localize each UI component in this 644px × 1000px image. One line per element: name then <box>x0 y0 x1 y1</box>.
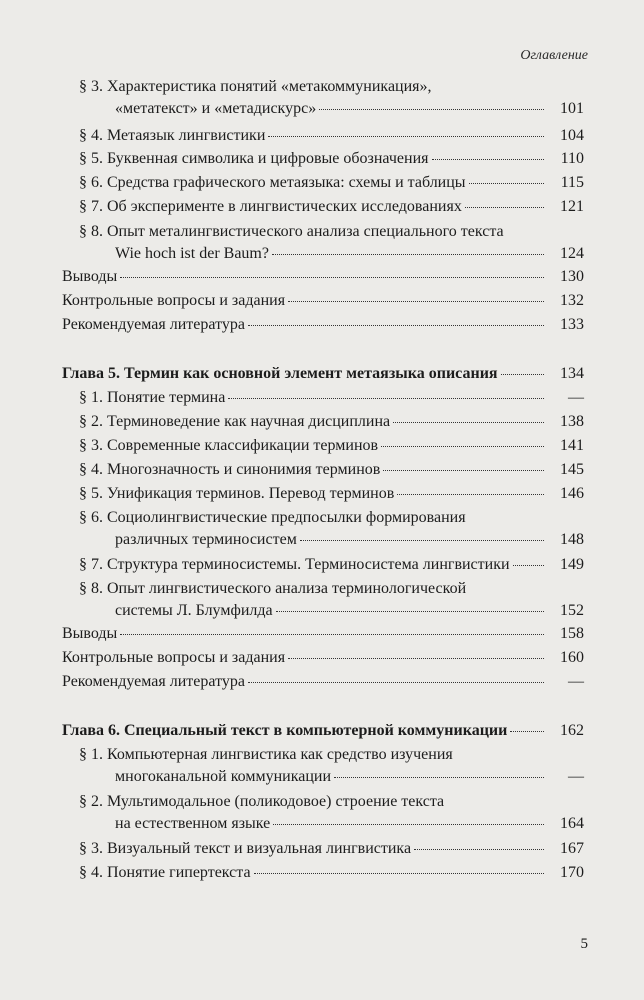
leader-dots <box>288 300 544 302</box>
entry-page-number: 130 <box>560 268 584 285</box>
entry-title: Контрольные вопросы и задания <box>62 292 286 309</box>
page-number: 5 <box>580 936 588 952</box>
leader-dots <box>120 633 544 635</box>
entry-page-number: 148 <box>560 531 584 548</box>
toc-entry <box>62 647 584 669</box>
entry-page-number: 149 <box>560 556 584 573</box>
leader-dots <box>120 276 544 278</box>
entry-title: системы Л. Блумфилда <box>115 602 273 619</box>
entry-title: § 7. Об эксперименте в лингвистических исследованиях <box>79 198 462 215</box>
toc-entry <box>62 459 584 481</box>
entry-title: Выводы <box>62 268 118 285</box>
entry-page-number: 101 <box>560 100 584 117</box>
entry-title: многоканальной коммуникации <box>115 768 332 785</box>
entry-title: § 1. Понятие термина <box>79 389 226 406</box>
entry-title: Рекомендуемая литература <box>62 316 245 333</box>
entry-title: § 5. Буквенная символика и цифровые обозначения <box>79 150 429 167</box>
toc-entry <box>62 387 584 409</box>
leader-dots <box>300 539 544 541</box>
toc-entry <box>62 266 584 288</box>
leader-dots <box>248 324 544 326</box>
entry-page-number: 134 <box>560 365 584 382</box>
entry-title: Глава 6. Специальный текст в компьютерной коммуникации <box>62 722 508 739</box>
entry-title: различных терминосистем <box>115 531 297 548</box>
leader-dots <box>319 108 544 110</box>
toc-entry <box>62 435 584 457</box>
entry-title-line1: § 1. Компьютерная лингвистика как средство изучения <box>79 746 453 763</box>
leader-dots <box>469 182 544 184</box>
entry-page-number: 145 <box>560 461 584 478</box>
leader-dots <box>268 135 544 137</box>
leader-dots <box>513 564 544 566</box>
toc-entry <box>62 483 584 505</box>
entry-page-number: 104 <box>560 127 584 144</box>
entry-page-number: 121 <box>560 198 584 215</box>
entry-title: Рекомендуемая литература <box>62 673 245 690</box>
leader-dots <box>273 823 544 825</box>
entry-title: Выводы <box>62 625 118 642</box>
entry-title-line1: § 2. Мультимодальное (поликодовое) строение текста <box>79 793 445 810</box>
entry-page-number: 124 <box>560 245 584 262</box>
entry-page-number: — <box>568 389 584 406</box>
entry-page-number: 160 <box>560 649 584 666</box>
running-head: Оглавление <box>520 48 588 63</box>
entry-title: Глава 5. Термин как основной элемент метаязыка описания <box>62 365 498 382</box>
entry-page-number: 158 <box>560 625 584 642</box>
entry-page-number: 141 <box>560 437 584 454</box>
toc-entry <box>62 411 584 433</box>
entry-title-line1: § 3. Характеристика понятий «метакоммуникация», <box>79 78 432 95</box>
leader-dots <box>501 373 544 375</box>
leader-dots <box>272 253 544 255</box>
leader-dots <box>334 776 544 778</box>
toc-entry <box>62 221 584 265</box>
toc-entry <box>62 554 584 576</box>
entry-page-number: 162 <box>560 722 584 739</box>
leader-dots <box>248 681 544 683</box>
entry-page-number: 170 <box>560 864 584 881</box>
entry-page-number: 115 <box>560 174 584 191</box>
entry-title: § 4. Метаязык лингвистики <box>79 127 266 144</box>
toc-entry <box>62 623 584 645</box>
entry-title: § 5. Унификация терминов. Перевод терминов <box>79 485 395 502</box>
entry-page-number: 152 <box>560 602 584 619</box>
leader-dots <box>510 730 544 732</box>
toc-entry <box>62 671 584 693</box>
leader-dots <box>276 610 544 612</box>
entry-title-line1: § 8. Опыт лингвистического анализа терминологической <box>79 580 467 597</box>
entry-title: § 4. Многозначность и синонимия терминов <box>79 461 381 478</box>
chapter-entry <box>62 363 584 385</box>
entry-title: § 2. Терминоведение как научная дисциплина <box>79 413 391 430</box>
entry-title: «метатекст» и «метадискурс» <box>115 100 317 117</box>
entry-page-number: 132 <box>560 292 584 309</box>
toc-entry <box>62 125 584 147</box>
entry-page-number: 133 <box>560 316 584 333</box>
entry-title: Wie hoch ist der Baum? <box>115 245 269 262</box>
leader-dots <box>393 421 544 423</box>
entry-page-number: — <box>568 673 584 690</box>
leader-dots <box>432 158 545 160</box>
entry-title: Контрольные вопросы и задания <box>62 649 286 666</box>
entry-page-number: — <box>568 768 584 785</box>
entry-title: § 6. Средства графического метаязыка: схемы и таблицы <box>79 174 466 191</box>
entry-title: на естественном языке <box>115 815 271 832</box>
leader-dots <box>254 872 544 874</box>
entry-page-number: 164 <box>560 815 584 832</box>
toc-entry <box>62 791 584 835</box>
toc-entry <box>62 744 584 788</box>
entry-page-number: 146 <box>560 485 584 502</box>
toc-entry <box>62 172 584 194</box>
leader-dots <box>288 657 544 659</box>
toc-entry <box>62 314 584 336</box>
toc-entry <box>62 862 584 884</box>
entry-title: § 7. Структура терминосистемы. Терминосистема лингвистики <box>79 556 510 573</box>
chapter-entry <box>62 720 584 742</box>
toc-entry <box>62 838 584 860</box>
entry-title: § 3. Современные классификации терминов <box>79 437 379 454</box>
entry-title-line1: § 8. Опыт металингвистического анализа специального текста <box>79 223 504 240</box>
entry-title: § 4. Понятие гипертекста <box>79 864 251 881</box>
entry-page-number: 167 <box>560 840 584 857</box>
toc-entry <box>62 76 584 120</box>
entry-page-number: 110 <box>560 150 584 167</box>
entry-page-number: 138 <box>560 413 584 430</box>
toc-entry <box>62 148 584 170</box>
leader-dots <box>465 206 544 208</box>
toc-entry <box>62 507 584 551</box>
leader-dots <box>381 445 544 447</box>
toc-entry <box>62 578 584 622</box>
leader-dots <box>414 848 544 850</box>
leader-dots <box>397 493 544 495</box>
toc-entry <box>62 196 584 218</box>
leader-dots <box>228 397 544 399</box>
leader-dots <box>383 469 544 471</box>
entry-title-line1: § 6. Социолингвистические предпосылки формирования <box>79 509 466 526</box>
entry-title: § 3. Визуальный текст и визуальная лингвистика <box>79 840 412 857</box>
toc-entry <box>62 290 584 312</box>
